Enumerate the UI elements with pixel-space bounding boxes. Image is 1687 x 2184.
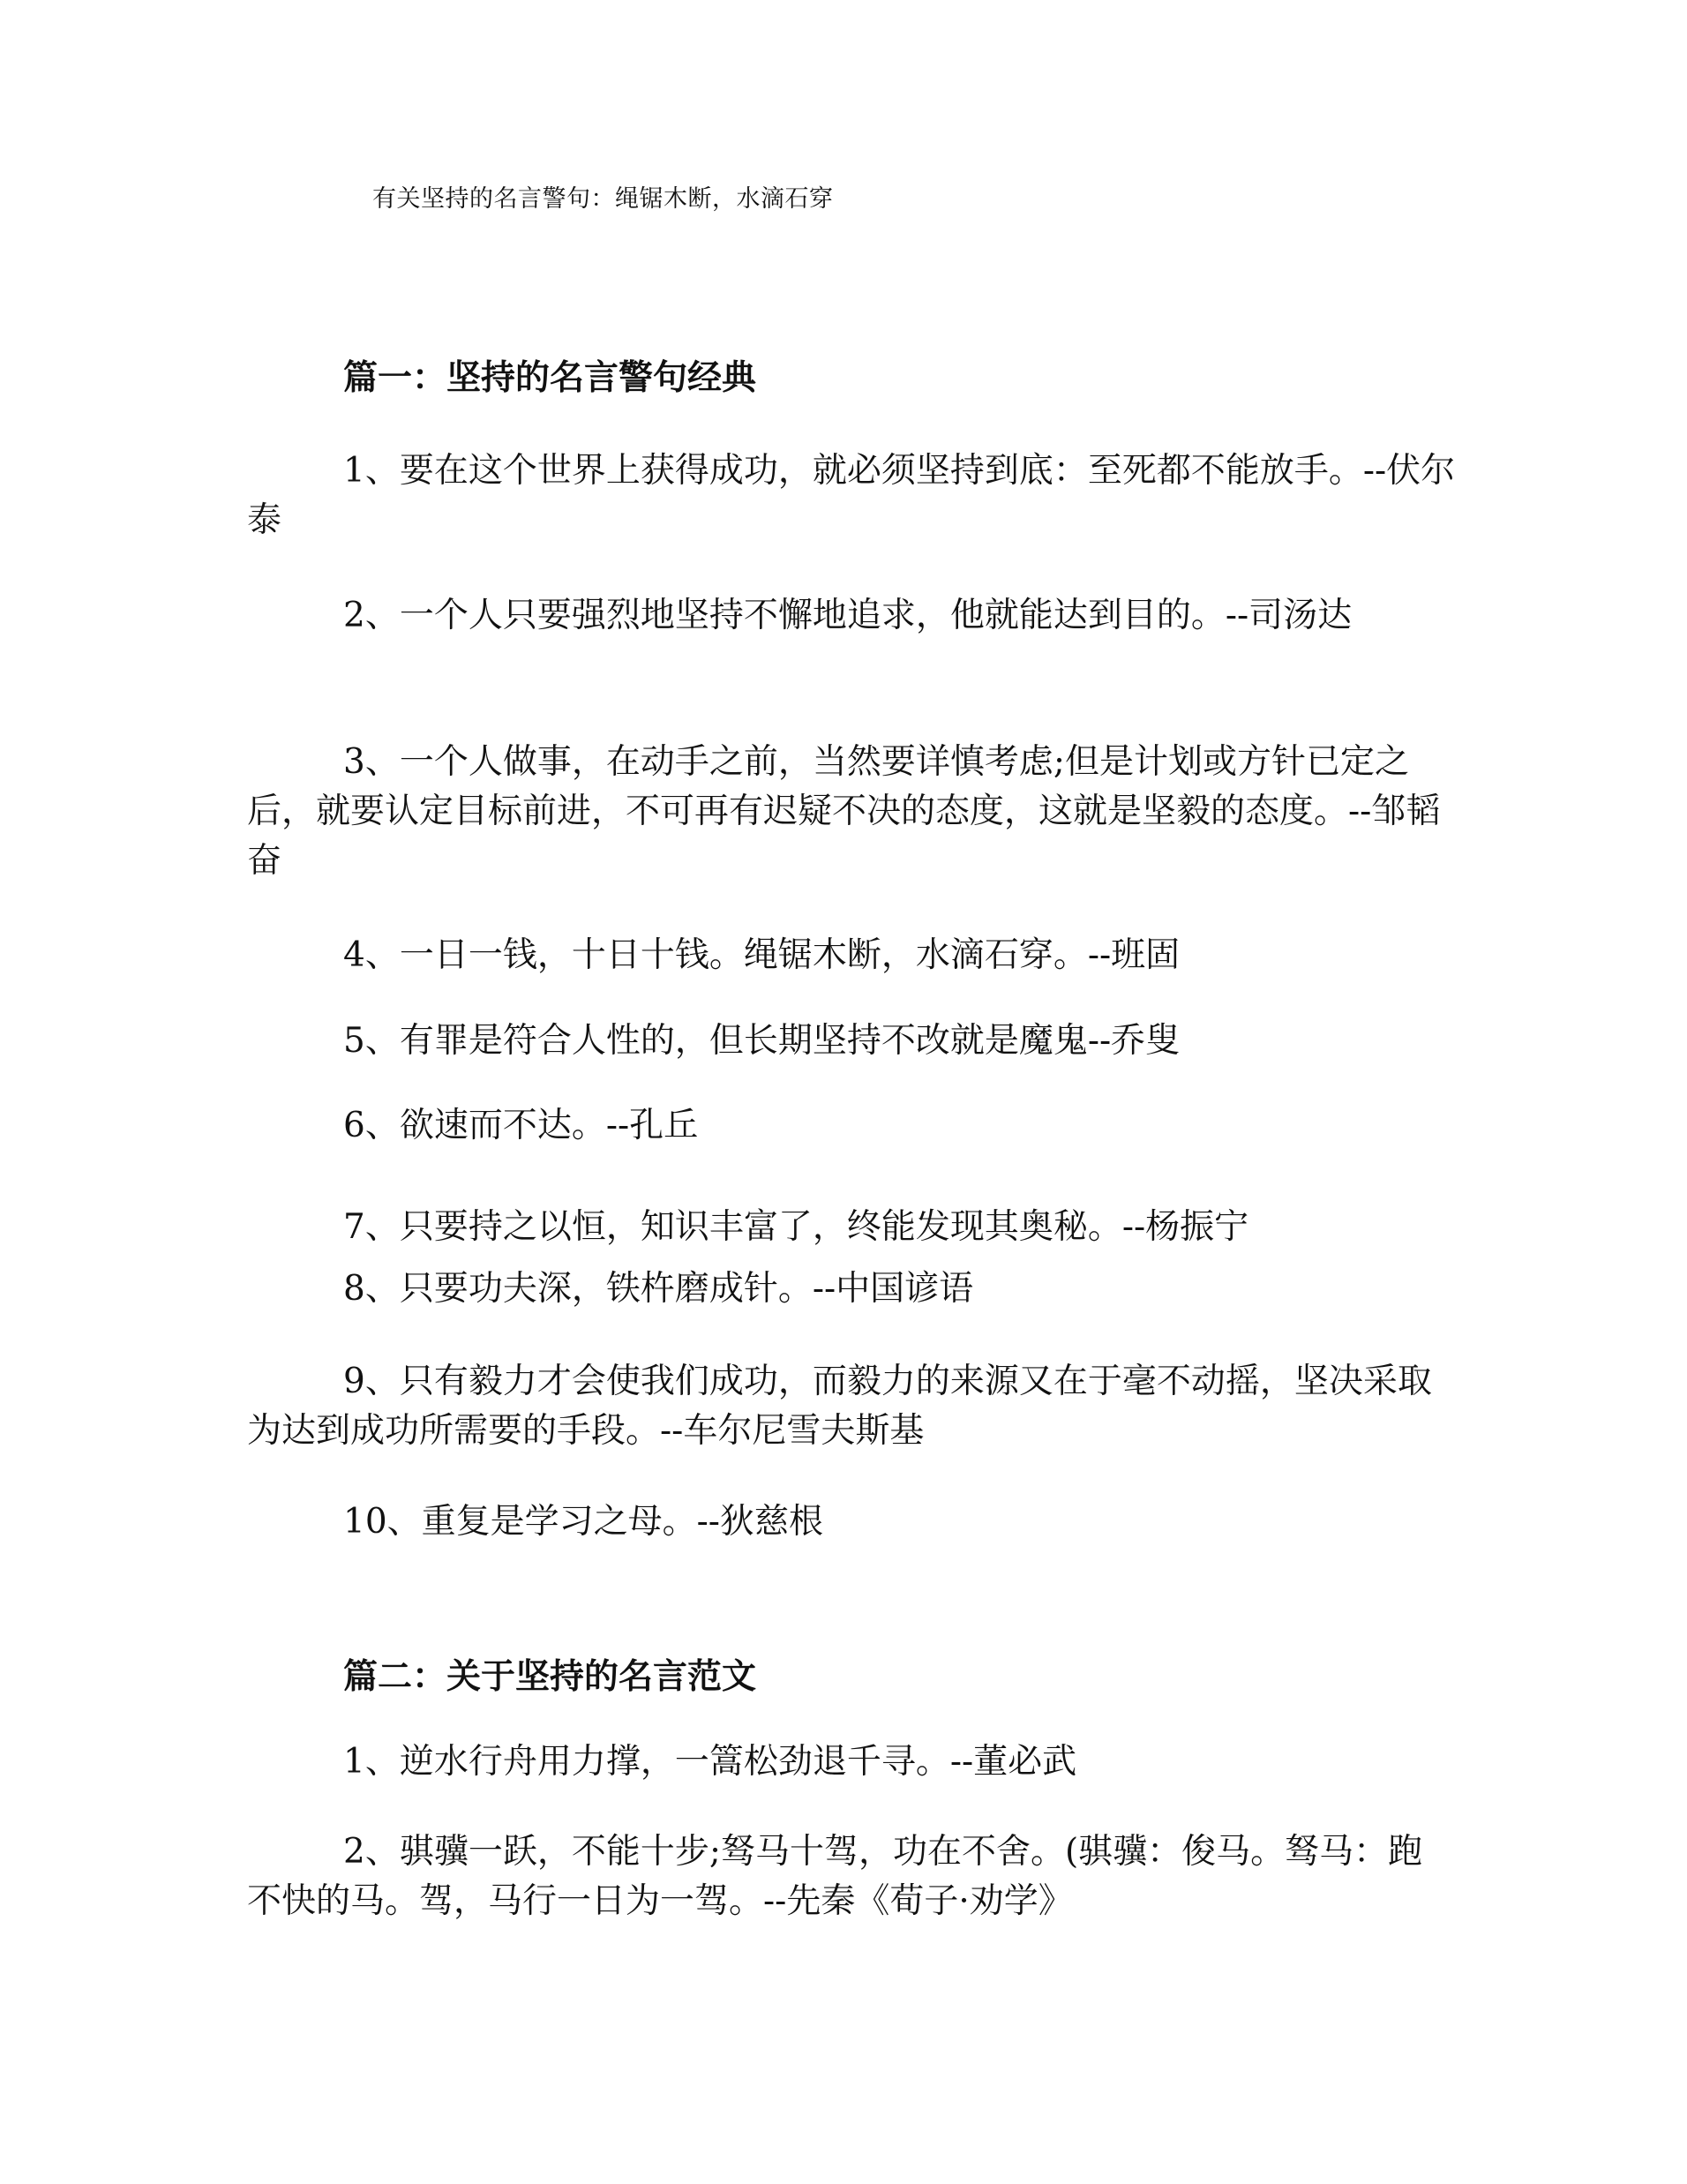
quote-item: 7、只要持之以恒，知识丰富了，终能发现其奥秘。--杨振宁 (343, 1207, 1249, 1247)
quote-item: 10、重复是学习之母。--狄慈根 (343, 1502, 823, 1542)
quote-item: 1、要在这个世界上获得成功，就必须坚持到底：至死都不能放手。--伏尔泰 (247, 451, 1456, 540)
quote-item: 2、一个人只要强烈地坚持不懈地追求，他就能达到目的。--司汤达 (343, 596, 1353, 635)
quote-item: 6、欲速而不达。--孔丘 (343, 1106, 699, 1145)
section-title-1: 篇一：坚持的名言警句经典 (343, 357, 757, 398)
quote-item: 3、一个人做事，在动手之前，当然要详慎考虑;但是计划或方针已定之后，就要认定目标前进，不可再有迟疑不决的态度，这就是坚毅的态度。--邹韬奋 (247, 742, 1441, 881)
quote-item: 2、骐骥一跃，不能十步;驽马十驾，功在不舍。(骐骥：俊马。驽马：跑不快的马。驾，马行一日为一驾。--先秦《荀子·劝学》 (247, 1832, 1423, 1921)
quote-item: 5、有罪是符合人性的，但长期坚持不改就是魔鬼--乔叟 (343, 1021, 1181, 1061)
quote-item: 9、只有毅力才会使我们成功，而毅力的来源又在于毫不动摇，坚决采取为达到成功所需要的手段。--车尔尼雪夫斯基 (247, 1362, 1432, 1451)
quote-item: 4、一日一钱，十日十钱。绳锯木断，水滴石穿。--班固 (343, 935, 1181, 975)
quote-item: 1、逆水行舟用力撑，一篙松劲退千寻。--董必武 (343, 1742, 1077, 1782)
section-title-2: 篇二：关于坚持的名言范文 (343, 1656, 757, 1697)
document-header: 有关坚持的名言警句：绳锯木断，水滴石穿 (372, 185, 834, 213)
quote-item: 8、只要功夫深，铁杵磨成针。--中国谚语 (343, 1269, 974, 1309)
